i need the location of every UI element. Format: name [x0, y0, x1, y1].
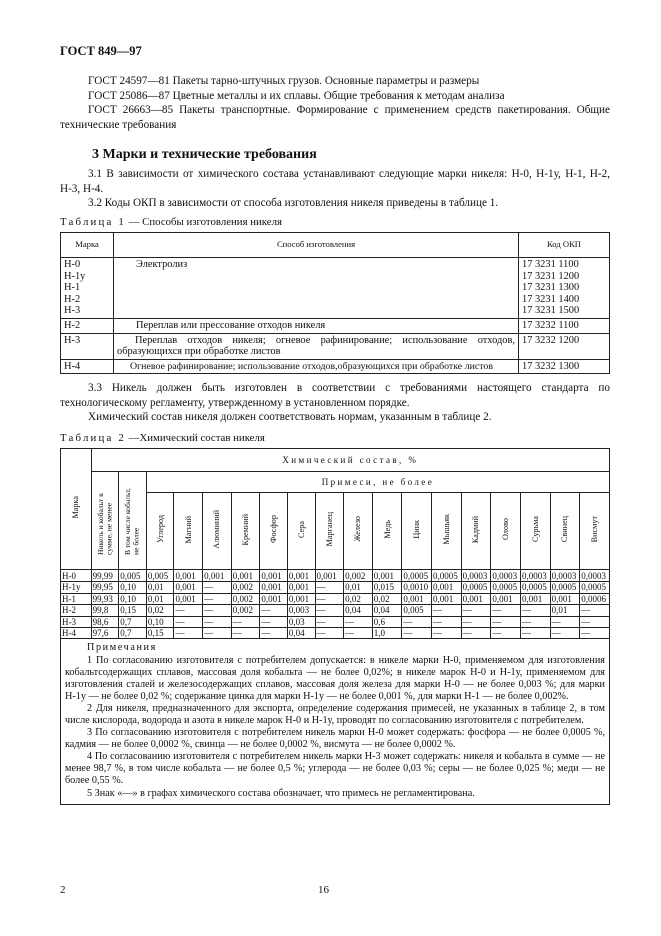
table2-caption: [60, 432, 265, 444]
table2-header-impurity: Углерод: [155, 515, 165, 544]
value-cell: —: [315, 616, 344, 627]
value-cell: 0,001: [174, 582, 203, 593]
clause-3-3-composition: Химический состав никеля должен соответствовать нормам, указанным в таблице 2.: [88, 411, 492, 424]
value-cell: 0,01: [550, 605, 580, 616]
value-cell: 0,001: [260, 593, 288, 604]
grade-cell: Н-2: [61, 605, 92, 616]
table2-header-grade: Марка: [71, 496, 81, 519]
table2: [60, 448, 610, 805]
table1-header-method: Способ изготовления: [114, 233, 519, 258]
value-cell: 0,002: [231, 605, 260, 616]
table2-header-impurity-cell: [287, 493, 315, 570]
value-cell: 0,001: [432, 593, 462, 604]
table2-header-impurity: Марганец: [324, 512, 334, 547]
value-cell: —: [491, 628, 521, 639]
value-cell: —: [432, 628, 462, 639]
value-cell: 0,0005: [432, 570, 462, 582]
value-cell: 99,93: [91, 593, 119, 604]
table1-codes-cell: 17 3232 1300: [519, 359, 610, 374]
table2-caption-label: Таблица 2: [60, 432, 126, 444]
value-cell: 0,10: [119, 593, 147, 604]
value-cell: 99,95: [91, 582, 119, 593]
value-cell: —: [260, 605, 288, 616]
table-row: [61, 333, 610, 359]
value-cell: 0,10: [146, 616, 174, 627]
value-cell: 0,0005: [550, 582, 580, 593]
table2-header-ni-co: Никель и кобальт в сумме, не менее: [95, 493, 113, 555]
value-cell: —: [174, 628, 203, 639]
value-cell: —: [580, 628, 610, 639]
value-cell: 99,8: [91, 605, 119, 616]
value-cell: 0,001: [372, 570, 402, 582]
value-cell: 0,15: [146, 628, 174, 639]
value-cell: 0,0005: [402, 570, 432, 582]
clause-3-3-block: [60, 381, 610, 425]
table1-grades-cell: Н-3: [61, 333, 114, 359]
table2-header-impurity-cell: [260, 493, 288, 570]
table2-header-impurity: Алюминий: [212, 509, 222, 549]
value-cell: 0,0003: [550, 570, 580, 582]
section-title: 3 Марки и технические требования: [92, 147, 317, 162]
value-cell: 0,15: [119, 605, 147, 616]
value-cell: —: [580, 605, 610, 616]
table2-header-impurity: Кадмий: [471, 515, 481, 543]
value-cell: 0,01: [146, 582, 174, 593]
table2-header-ni-co-cell: [91, 472, 119, 570]
table-row: [61, 582, 610, 593]
table2-header-impurity-cell: [146, 493, 174, 570]
value-cell: 0,7: [119, 616, 147, 627]
value-cell: 0,04: [372, 605, 402, 616]
notes-title: Примечания: [87, 642, 157, 654]
table1-grades-cell: Н-2: [61, 318, 114, 333]
value-cell: 98,6: [91, 616, 119, 627]
note-item: 1 По согласованию изготовителя с потребителем допускается: в никеле марки Н-0, применяемом для изготовления кобальтсодержащих сплавов, массовая доля кобальта — не более 0,02%; в никеле марок Н-0 и Н-1у, применяемом для изготовления сталей и железосодержащих сплавов, массовая доля железа для марки Н-0 — не более 0,003 %; для марки Н-1у — не более 0,02 %; содержание цинка для марки Н-1у — не более 0,001 %, для марки Н-1 — не более 0,002%.: [65, 654, 605, 702]
value-cell: 0,001: [461, 593, 491, 604]
value-cell: 0,015: [372, 582, 402, 593]
table2-header-impurity-cell: [491, 493, 521, 570]
value-cell: —: [550, 628, 580, 639]
table2-header-impurity-cell: [461, 493, 491, 570]
value-cell: 0,001: [491, 593, 521, 604]
value-cell: —: [315, 605, 344, 616]
value-cell: —: [203, 616, 232, 627]
value-cell: —: [491, 616, 521, 627]
value-cell: —: [260, 616, 288, 627]
value-cell: —: [231, 628, 260, 639]
table-row: [61, 593, 610, 604]
value-cell: 0,0005: [580, 582, 610, 593]
value-cell: —: [174, 616, 203, 627]
value-cell: 0,01: [146, 593, 174, 604]
value-cell: —: [203, 605, 232, 616]
value-cell: 0,0005: [491, 582, 521, 593]
table2-header-impurity: Висмут: [590, 516, 600, 543]
value-cell: 0,001: [203, 570, 232, 582]
table2-header-impurity-cell: [550, 493, 580, 570]
value-cell: 0,0005: [461, 582, 491, 593]
value-cell: 0,002: [344, 570, 373, 582]
value-cell: 0,001: [315, 570, 344, 582]
value-cell: 0,0003: [461, 570, 491, 582]
reference-item: ГОСТ 26663—85 Пакеты транспортные. Формирование с применением средств пакетирования. Общие технические требования: [60, 104, 610, 131]
table2-header-impurity: Цинк: [412, 519, 422, 539]
table1-header-code: Код ОКП: [519, 233, 610, 258]
table2-header-impurity-cell: [203, 493, 232, 570]
table2-header-row-2: [61, 472, 610, 493]
value-cell: 0,02: [146, 605, 174, 616]
value-cell: 0,0003: [491, 570, 521, 582]
table-row: [61, 628, 610, 639]
table2-header-impurity: Сера: [296, 520, 306, 538]
table2-header-impurity: Магний: [183, 515, 193, 543]
value-cell: 0,10: [119, 582, 147, 593]
value-cell: 0,005: [119, 570, 147, 582]
value-cell: —: [432, 616, 462, 627]
table-row: [61, 605, 610, 616]
table1-caption-label: Таблица 1: [60, 216, 126, 228]
table2-header-impurity: Сурьма: [530, 516, 540, 543]
value-cell: 0,04: [287, 628, 315, 639]
table2-header-row-1: [61, 449, 610, 472]
footer-page-number-center: 16: [318, 884, 329, 896]
table1-grades-cell: Н-4: [61, 359, 114, 374]
table2-body: [61, 570, 610, 639]
table2-header-co-cell: [119, 472, 147, 570]
table2-header-impurity-cell: [520, 493, 550, 570]
table2-header-impurity: Олово: [501, 518, 511, 541]
value-cell: —: [231, 616, 260, 627]
clause-3-1: 3.1 В зависимости от химического состава устанавливают следующие марки никеля: Н-0, Н-1у, Н-1, Н-2, Н-3, Н-4.: [60, 168, 610, 195]
value-cell: —: [203, 593, 232, 604]
table1-header-grade: Марка: [61, 233, 114, 258]
table2-header-impurity: Кремний: [241, 513, 250, 546]
grade-cell: Н-1у: [61, 582, 92, 593]
note-item: 5 Знак «—» в графах химического состава обозначает, что примесь не регламентирована.: [87, 787, 475, 799]
table-row: [61, 570, 610, 582]
reference-item: ГОСТ 24597—81 Пакеты тарно-штучных грузов. Основные параметры и размеры: [88, 75, 480, 87]
table2-header-impurity: Мышьяк: [441, 514, 451, 545]
clause-3-1-block: [60, 167, 610, 211]
value-cell: 0,0005: [520, 582, 550, 593]
table2-header-impurity: Свинец: [560, 516, 570, 543]
value-cell: 0,0003: [520, 570, 550, 582]
table2-header-impurity-cell: [580, 493, 610, 570]
grade-cell: Н-3: [61, 616, 92, 627]
value-cell: —: [461, 605, 491, 616]
value-cell: —: [402, 616, 432, 627]
value-cell: —: [491, 605, 521, 616]
value-cell: 0,001: [231, 570, 260, 582]
table2-header-impurity-cell: [174, 493, 203, 570]
table1-caption: [60, 216, 282, 228]
clause-3-3: 3.3 Никель должен быть изготовлен в соответствии с требованиями настоящего стандарта по технологическому регламенту, утвержденному в установленном порядке.: [60, 382, 610, 409]
table2-header-impurity: Железо: [353, 516, 363, 543]
value-cell: 0,001: [260, 570, 288, 582]
standard-header: ГОСТ 849—97: [60, 44, 142, 58]
table2-header-co: В том числе кобальт, не более: [123, 487, 141, 555]
value-cell: 1,0: [372, 628, 402, 639]
value-cell: 0,002: [231, 582, 260, 593]
value-cell: —: [315, 582, 344, 593]
table-row: [61, 616, 610, 627]
table1-caption-text: — Способы изготовления никеля: [125, 216, 282, 228]
value-cell: —: [315, 593, 344, 604]
table2-notes-row: [61, 639, 610, 804]
table-row: [61, 258, 610, 319]
value-cell: —: [520, 616, 550, 627]
value-cell: —: [203, 628, 232, 639]
value-cell: —: [461, 628, 491, 639]
table1-method-cell: Электролиз: [114, 258, 519, 319]
table2-header-impurity-cell: [402, 493, 432, 570]
value-cell: 0,001: [287, 593, 315, 604]
reference-item: ГОСТ 25086—87 Цветные металлы и их сплавы. Общие требования к методам анализа: [88, 89, 505, 102]
value-cell: 0,001: [174, 570, 203, 582]
table-row: [61, 359, 610, 374]
value-cell: 0,001: [550, 593, 580, 604]
value-cell: —: [203, 582, 232, 593]
value-cell: —: [402, 628, 432, 639]
value-cell: 0,0006: [580, 593, 610, 604]
table1-codes-cell: 17 3232 1100: [519, 318, 610, 333]
value-cell: 0,01: [344, 582, 373, 593]
clause-3-2: 3.2 Коды ОКП в зависимости от способа изготовления никеля приведены в таблице 1.: [88, 197, 499, 210]
table1-method-cell: Переплав или прессование отходов никеля: [114, 318, 519, 333]
value-cell: —: [174, 605, 203, 616]
value-cell: 0,001: [287, 582, 315, 593]
table2-header-composition: Химический состав, %: [91, 449, 609, 472]
table1-method-cell: Огневое рафинирование; использование отходов,образующихся при обработке листов: [114, 359, 519, 374]
value-cell: —: [260, 628, 288, 639]
grade-cell: Н-4: [61, 628, 92, 639]
value-cell: 0,04: [344, 605, 373, 616]
value-cell: 0,0010: [402, 582, 432, 593]
value-cell: 0,001: [520, 593, 550, 604]
value-cell: —: [580, 616, 610, 627]
value-cell: —: [344, 628, 373, 639]
value-cell: 99,99: [91, 570, 119, 582]
table2-caption-text: —Химический состав никеля: [125, 432, 265, 444]
value-cell: —: [344, 616, 373, 627]
table2-header-impurity-cell: [372, 493, 402, 570]
table-row: [61, 318, 610, 333]
table2-notes: [61, 639, 610, 804]
value-cell: 0,02: [372, 593, 402, 604]
table2-header-impurity-cell: [231, 493, 260, 570]
note-item: 4 По согласованию изготовителя с потребителем никель марки Н-3 может содержать: никеля и кобальта в сумме — не менее 98,7 %, в том числе кобальта — не более 0,5 %; углерода — не более 0,03 %; серы — не более 0,025 %; меди — не более 0,55 %.: [65, 751, 605, 787]
value-cell: 0,005: [146, 570, 174, 582]
table1-codes-cell: 17 3232 1200: [519, 333, 610, 359]
value-cell: 0,003: [287, 605, 315, 616]
table1-grades-cell: Н-0 Н-1у Н-1 Н-2 Н-3: [61, 258, 114, 319]
normative-references: [60, 74, 610, 132]
value-cell: —: [520, 605, 550, 616]
table1-codes-cell: 17 3231 1100 17 3231 1200 17 3231 1300 17 3231 1400 17 3231 1500: [519, 258, 610, 319]
table2-header-grade-cell: [61, 449, 92, 570]
value-cell: 0,02: [344, 593, 373, 604]
note-item: 2 Для никеля, предназначенного для экспорта, определение содержания примесей, не указанных в таблице 2, в том числе кислорода, водорода и азота в никеле марок Н-0 и Н-1у, проводят по согласованию изготовителя с потребителем.: [65, 702, 605, 726]
value-cell: 0,005: [402, 605, 432, 616]
value-cell: 0,001: [287, 570, 315, 582]
table1-header-row: [61, 233, 610, 258]
value-cell: 0,001: [174, 593, 203, 604]
table1: [60, 232, 610, 374]
value-cell: 0,0003: [580, 570, 610, 582]
value-cell: —: [432, 605, 462, 616]
note-item: 3 По согласованию изготовителя с потребителем никель марки Н-0 может содержать: фосфора — не более 0,0005 %, кадмия — не более 0,0002 %, свинца — не более 0,0002 %, висмута — не более 0,0002 %.: [65, 727, 605, 751]
value-cell: —: [550, 616, 580, 627]
table2-header-impurity-cell: [344, 493, 373, 570]
value-cell: 97,6: [91, 628, 119, 639]
table2-header-impurity: Медь: [382, 519, 392, 539]
table2-header-impurities: Примеси, не более: [146, 472, 609, 493]
grade-cell: Н-1: [61, 593, 92, 604]
grade-cell: Н-0: [61, 570, 92, 582]
table1-method-cell: Переплав отходов никеля; огневое рафинирование; использование отходов, образующихся при обработке листов: [114, 333, 519, 359]
value-cell: 0,001: [260, 582, 288, 593]
table2-header-impurity: Фосфор: [269, 515, 279, 544]
table2-header-impurity-cell: [432, 493, 462, 570]
value-cell: 0,7: [119, 628, 147, 639]
value-cell: 0,001: [432, 582, 462, 593]
value-cell: 0,6: [372, 616, 402, 627]
value-cell: 0,03: [287, 616, 315, 627]
footer-page-number-left: 2: [60, 884, 66, 896]
value-cell: 0,001: [402, 593, 432, 604]
value-cell: —: [461, 616, 491, 627]
table2-header-impurity-cell: [315, 493, 344, 570]
value-cell: 0,002: [231, 593, 260, 604]
value-cell: —: [315, 628, 344, 639]
value-cell: —: [520, 628, 550, 639]
